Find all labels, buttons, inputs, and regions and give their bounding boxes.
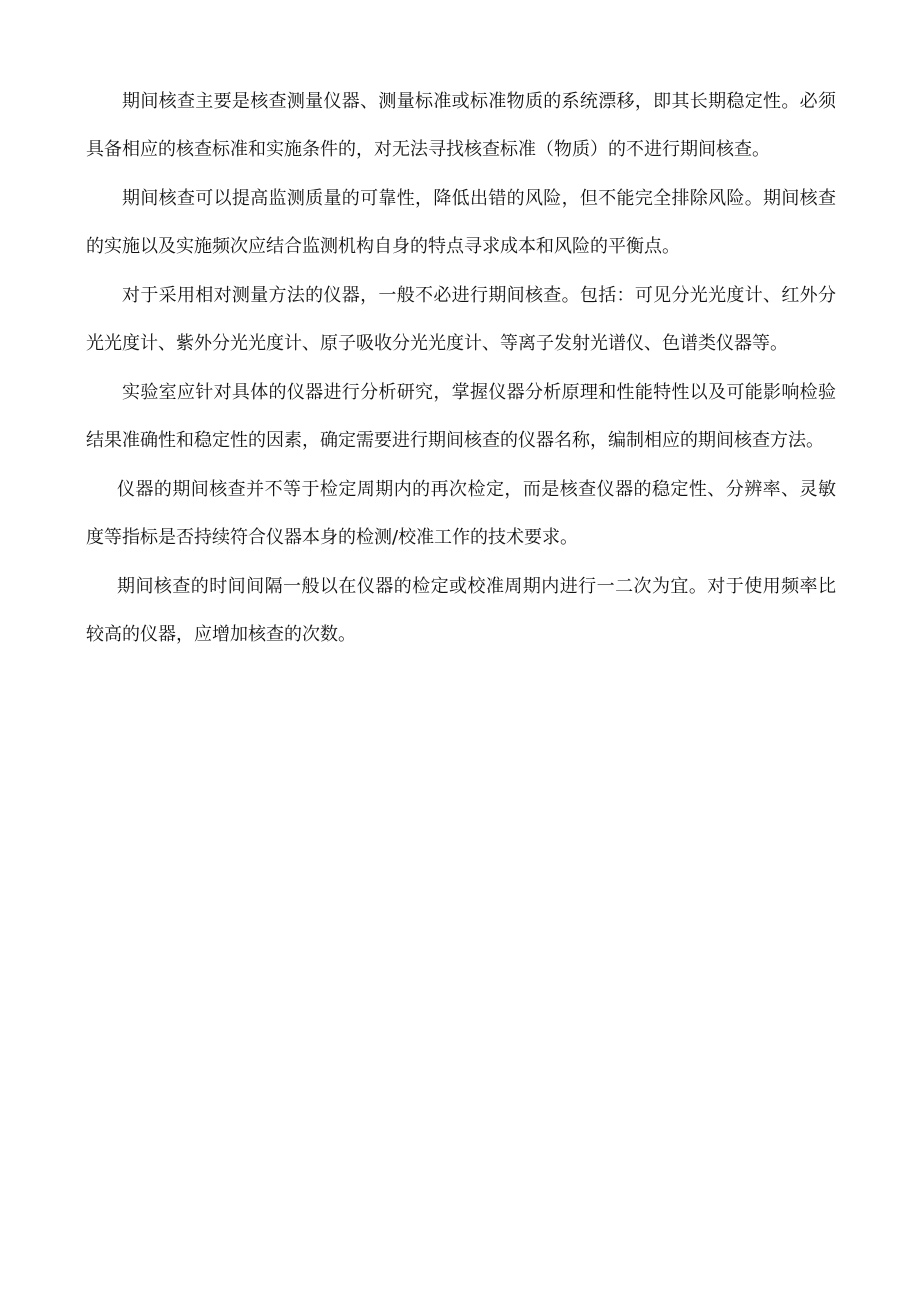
paragraph-3: 对于采用相对测量方法的仪器，一般不必进行期间核查。包括：可见分光光度计、红外分光光度计、紫外分光光度计、原子吸收分光光度计、等离子发射光谱仪、色谱类仪器等。: [86, 285, 836, 354]
paragraph-5: 仪器的期间核查并不等于检定周期内的再次检定，而是核查仪器的稳定性、分辨率、灵敏度等指标是否持续符合仪器本身的检测/校准工作的技术要求。: [86, 479, 836, 548]
paragraph-1: 期间核查主要是核查测量仪器、测量标准或标准物质的系统漂移，即其长期稳定性。必须具备相应的核查标准和实施条件的，对无法寻找核查标准（物质）的不进行期间核查。: [86, 91, 836, 160]
paragraph-4: 实验室应针对具体的仪器进行分析研究，掌握仪器分析原理和性能特性以及可能影响检验结果准确性和稳定性的因素，确定需要进行期间核查的仪器名称，编制相应的期间核查方法。: [86, 382, 836, 451]
document-body: [86, 78, 836, 660]
paragraph-6: 期间核查的时间间隔一般以在仪器的检定或校准周期内进行一二次为宜。对于使用频率比较高的仪器，应增加核查的次数。: [86, 576, 836, 645]
paragraph-2: 期间核查可以提高监测质量的可靠性，降低出错的风险，但不能完全排除风险。期间核查的实施以及实施频次应结合监测机构自身的特点寻求成本和风险的平衡点。: [86, 188, 836, 257]
